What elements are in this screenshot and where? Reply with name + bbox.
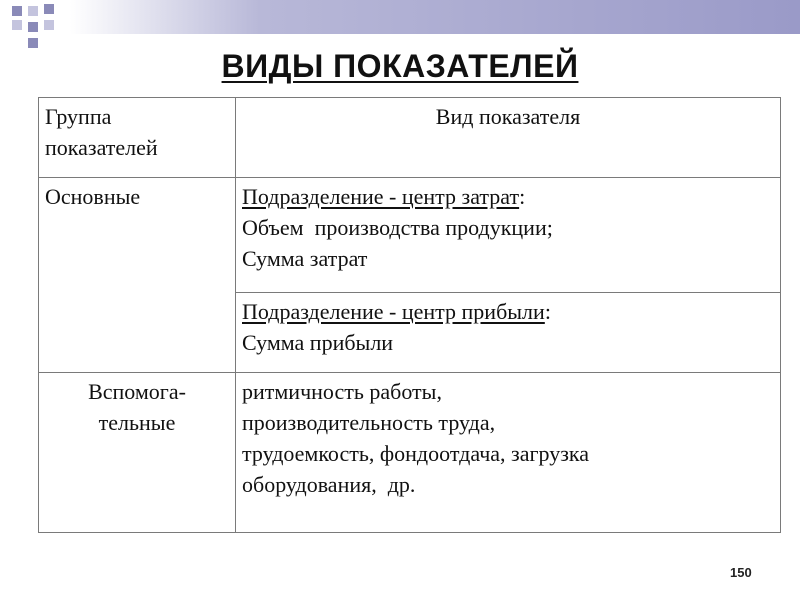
profit-center-heading: Подразделение - центр прибыли bbox=[242, 299, 545, 324]
header-group-cell bbox=[39, 98, 236, 178]
aux-group-line: тельные bbox=[98, 410, 176, 435]
page-number: 150 bbox=[730, 565, 752, 580]
table-header-row bbox=[39, 98, 781, 178]
decor-square bbox=[28, 6, 38, 16]
colon: : bbox=[544, 299, 551, 324]
decor-square bbox=[28, 22, 38, 32]
cost-center-heading: Подразделение - центр затрат bbox=[242, 184, 520, 209]
header-type-cell bbox=[236, 98, 781, 178]
colon: : bbox=[519, 184, 526, 209]
aux-item: производительность труда, bbox=[242, 410, 496, 435]
decor-square bbox=[44, 20, 54, 30]
header-type-text: Вид показателя bbox=[435, 104, 581, 129]
page-title bbox=[0, 48, 800, 85]
aux-group-cell bbox=[39, 373, 236, 533]
decor-square bbox=[12, 6, 22, 16]
cost-center-cell bbox=[236, 178, 781, 293]
header-group-line: Группа bbox=[45, 104, 112, 129]
page-title-text: ВИДЫ ПОКАЗАТЕЛЕЙ bbox=[221, 48, 579, 84]
decor-square bbox=[44, 4, 54, 14]
decorative-band bbox=[0, 0, 800, 34]
cost-center-item: Сумма затрат bbox=[242, 246, 368, 271]
table-row bbox=[39, 373, 781, 533]
aux-item: ритмичность работы, bbox=[242, 379, 442, 404]
main-group-cell bbox=[39, 178, 236, 373]
header-group-line: показателей bbox=[45, 135, 158, 160]
decor-square bbox=[12, 20, 22, 30]
main-group-label: Основные bbox=[45, 184, 141, 209]
cost-center-item: Объем производства продукции; bbox=[242, 215, 553, 240]
aux-items-cell bbox=[236, 373, 781, 533]
table-row bbox=[39, 178, 781, 293]
profit-center-item: Сумма прибыли bbox=[242, 330, 394, 355]
decor-square bbox=[28, 38, 38, 48]
cost-center-heading-line bbox=[242, 181, 774, 212]
aux-group-line: Вспомога- bbox=[88, 379, 186, 404]
aux-item: трудоемкость, фондоотдача, загрузка bbox=[242, 441, 590, 466]
profit-center-heading-line bbox=[242, 296, 774, 327]
aux-item: оборудования, др. bbox=[242, 472, 416, 497]
profit-center-cell bbox=[236, 293, 781, 373]
indicators-table bbox=[38, 97, 781, 533]
